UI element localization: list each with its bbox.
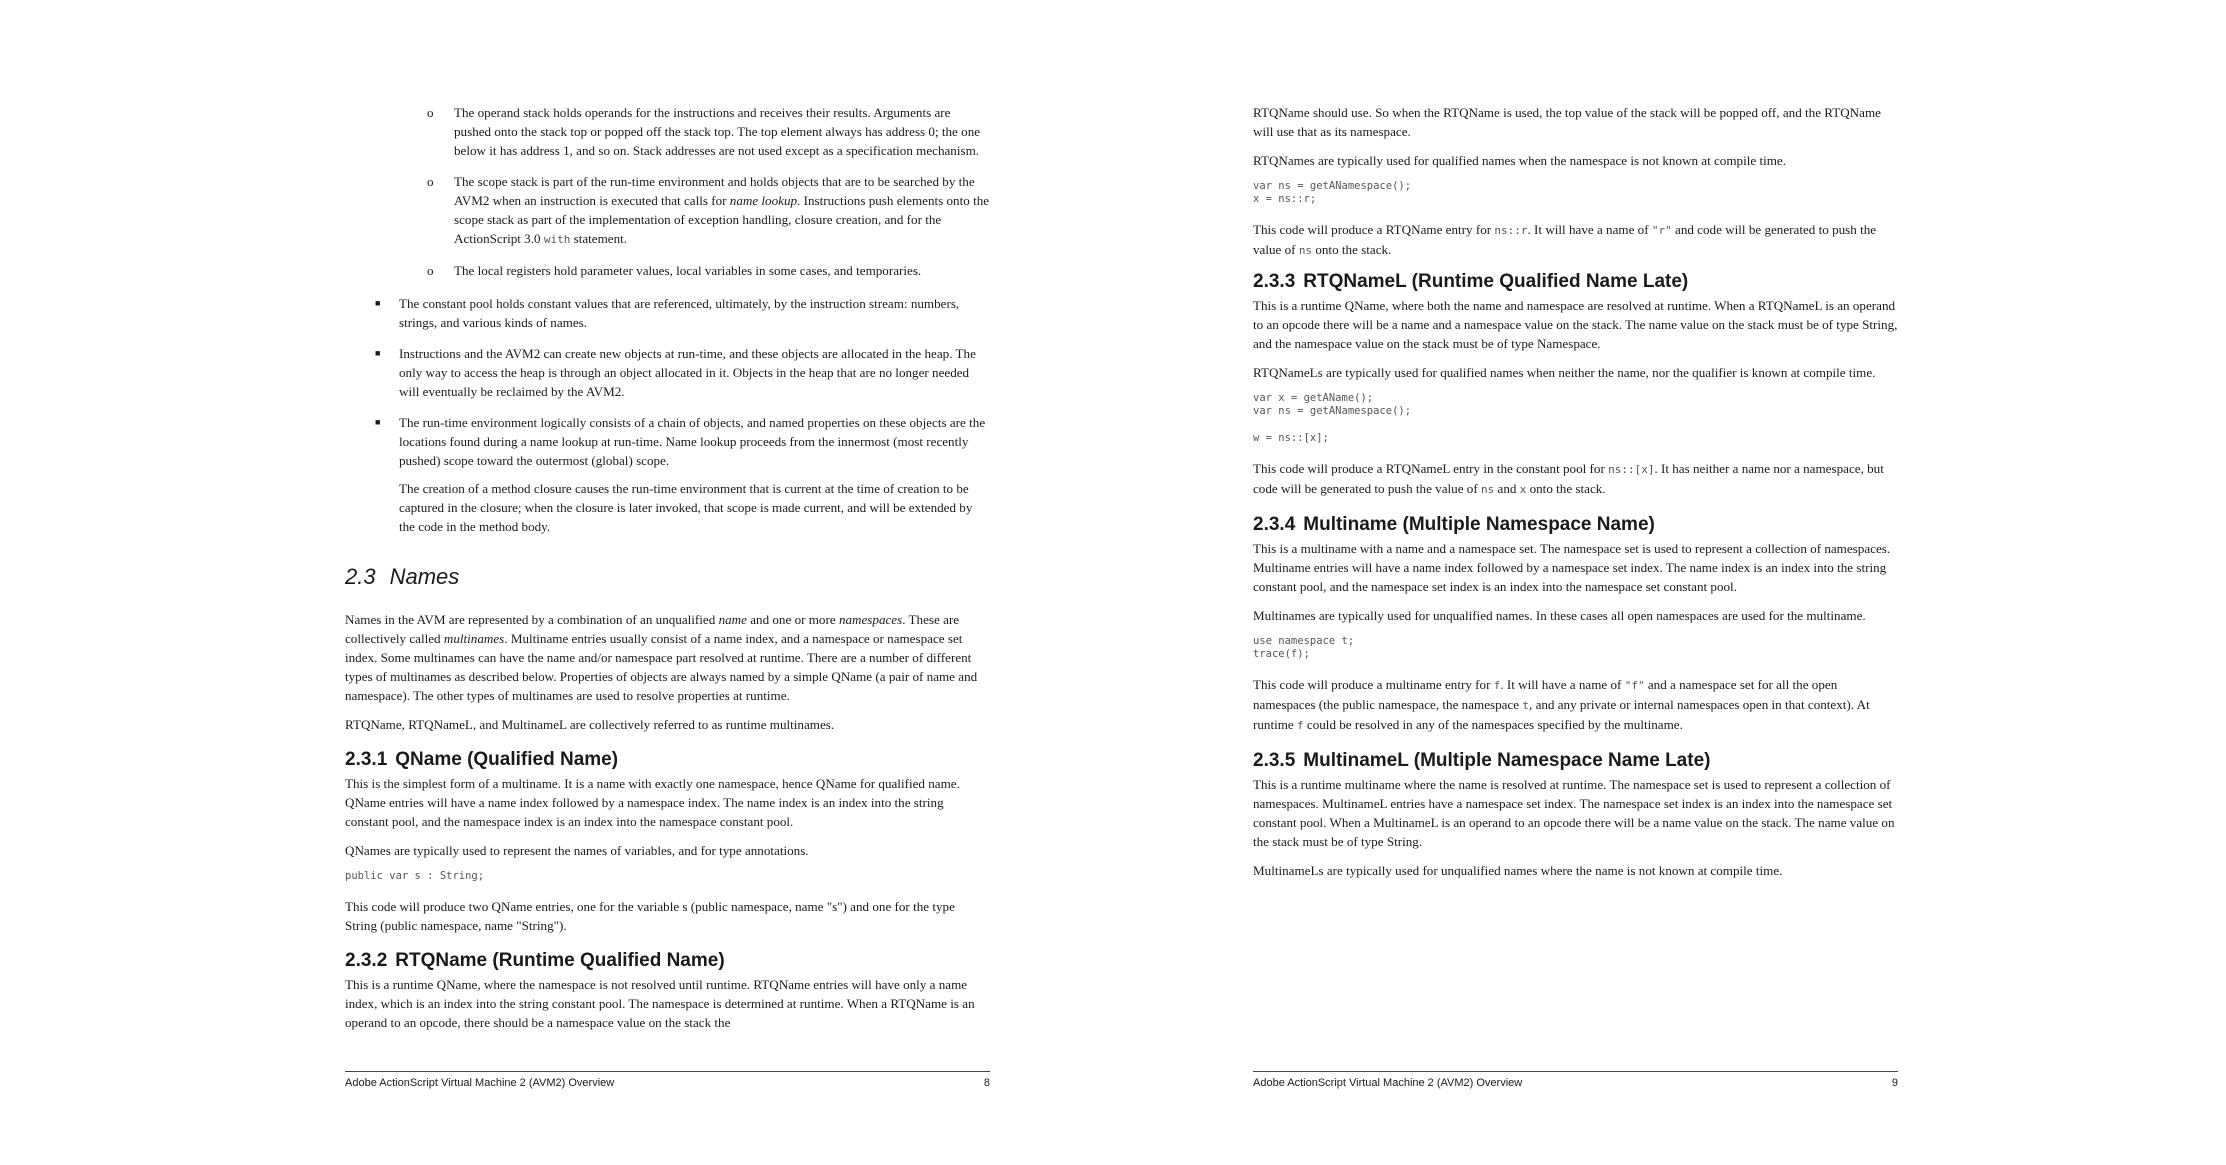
page-number: 9 [1891,1077,1898,1089]
page-footer: Adobe ActionScript Virtual Machine 2 (AVM2) Overview 9 [1253,1077,1898,1089]
paragraph: This is a runtime QName, where the namespace is not resolved until runtime. RTQName entries will have only a name index, which is an index into the string constant pool. The namespace is determined at runtime. When a RTQName is an operand to an opcode, there should be a namespace value on the stack the [345,977,975,1030]
code-block: var ns = getANamespace(); x = ns::r; [1253,180,1412,205]
paragraph: MultinameLs are typically used for unqualified names where the name is not known at compile time. [1253,863,1783,878]
list-item: o The operand stack holds operands for the instructions and receives their results. Arguments are pushed onto the stack top or popped off the stack top. The top element always has address 0; the one below it has address 1, and so on. Stack addresses are not used except as a specification mechanism. [427,105,981,158]
section-heading: 2.3 Names [345,564,460,589]
circle-bullet-icon: o [427,263,434,278]
paragraph: This is a multiname with a name and a namespace set. The namespace set is used to represent a collection of namespaces. Multiname entries will have a name index followed by a namespace set index. The name index is an index into the string constant pool, and the namespace set index is an index into the namespace set constant pool. [1253,541,1891,594]
subsection-heading: 2.3.4 Multiname (Multiple Namespace Name) [1253,514,1655,535]
subsection-heading: 2.3.5 MultinameL (Multiple Namespace Name Late) [1253,750,1711,771]
code-block: use namespace t; trace(f); [1253,635,1355,660]
page-number: 8 [983,1077,990,1089]
right-page-body [1253,103,1898,890]
code-block: var x = getAName(); var ns = getANamespace(); [1253,392,1412,417]
right-page [1253,0,1898,1165]
left-page-body [345,103,990,1042]
left-page [345,0,990,1165]
footer-rule [345,1071,990,1072]
square-bullet-icon: ■ [375,348,381,358]
paragraph: RTQNameLs are typically used for qualified names when neither the name, nor the qualifier is known at compile time. [1253,365,1876,380]
paragraph: This is a runtime QName, where both the name and namespace are resolved at runtime. When a RTQNameL is an operand to an opcode there will be a name and a namespace value on the stack. The name value on the stack must be of type String, and the namespace value on the stack must be of type Namespace. [1253,298,1898,351]
circle-bullet-icon: o [427,174,434,189]
sub-bullet-list [345,103,990,280]
paragraph: This is a runtime multiname where the name is resolved at runtime. The namespace set is used to represent a collection of namespaces. MultinameL entries have a namespace set index. The namespace set index is an index into the namespace set constant pool. When a MultinameL is an operand to an opcode there will be a name value on the stack. The name value on the stack must be of type String. [1253,777,1895,849]
paragraph: This code will produce a multiname entry for f. It will have a name of "f" and a namespace set for all the open namespaces (the public namespace, the namespace t, and any private or internal namespaces open in that context). At runtime f could be resolved in any of the namespaces specified by the multiname. [1253,677,1870,732]
code-block: w = ns::[x]; [1253,432,1329,444]
subsection-heading: 2.3.2 RTQName (Runtime Qualified Name) [345,950,725,971]
page-footer: Adobe ActionScript Virtual Machine 2 (AVM2) Overview 8 [345,1077,990,1089]
paragraph: This code will produce a RTQName entry for ns::r. It will have a name of "r" and code will be generated to push the value of ns onto the stack. [1253,222,1877,257]
bullet-list [345,294,990,536]
list-item: o The local registers hold parameter values, local variables in some cases, and temporaries. [427,263,922,278]
subsection-heading: 2.3.3 RTQNameL (Runtime Qualified Name Late) [1253,271,1689,292]
paragraph: RTQName should use. So when the RTQName is used, the top value of the stack will be popped off, and the RTQName will use that as its namespace. [1253,105,1881,139]
paragraph: This code will produce two QName entries, one for the variable s (public namespace, name "s") and one for the type String (public namespace, name "String"). [345,899,955,933]
list-item: ■ The run-time environment logically consists of a chain of objects, and named properties on these objects are the locations found during a name lookup at run-time. Name lookup proceeds from the innermost (most recently pushed) scope toward the outermost (global) scope. The creation of a method closure causes the run-time environment that is current at the time of creation to be captured in the closure; when the closure is later invoked, that scope is made current, and will be extended by the code in the method body. [375,415,986,534]
square-bullet-icon: ■ [375,417,381,427]
list-item: o The scope stack is part of the run-time environment and holds objects that are to be searched by the AVM2 when an instruction is executed that calls for name lookup. Instructions push elements onto the scope stack as part of the implementation of exception handling, closure creation, and for the ActionScript 3.0 with statement. [427,174,990,246]
paragraph: Multinames are typically used for unqualified names. In these cases all open namespaces are used for the multiname. [1253,608,1866,623]
footer-rule [1253,1071,1898,1072]
list-item: ■ The constant pool holds constant values that are referenced, ultimately, by the instruction stream: numbers, strings, and various kinds of names. [375,296,960,330]
list-item: ■ Instructions and the AVM2 can create new objects at run-time, and these objects are allocated in the heap. The only way to access the heap is through an object allocated in it. Objects in the heap that are no longer needed will eventually be reclaimed by the AVM2. [375,346,976,399]
square-bullet-icon: ■ [375,298,381,308]
code-block: public var s : String; [345,870,485,882]
paragraph: RTQNames are typically used for qualified names when the namespace is not known at compile time. [1253,153,1786,168]
paragraph: Names in the AVM are represented by a combination of an unqualified name and one or more namespaces. These are collectively called multinames. Multiname entries usually consist of a name index, and a namespace or namespace set index. Some multinames can have the name and/or namespace part resolved at runtime. There are a number of different types of multinames as described below. Properties of objects are always named by a simple QName (a pair of name and namespace). The other types of multinames are used to resolve properties at runtime. [345,612,978,703]
paragraph: This is the simplest form of a multiname. It is a name with exactly one namespace, hence QName for qualified name. QName entries will have a name index followed by a namespace index. The name index is an index into the string constant pool, and the namespace index is an index into the namespace constant pool. [345,776,960,829]
paragraph: This code will produce a RTQNameL entry in the constant pool for ns::[x]. It has neither a name nor a namespace, but code will be generated to push the value of ns and x onto the stack. [1253,461,1884,496]
circle-bullet-icon: o [427,105,434,120]
paragraph: RTQName, RTQNameL, and MultinameL are collectively referred to as runtime multinames. [345,717,835,732]
subsection-heading: 2.3.1 QName (Qualified Name) [345,749,619,770]
paragraph: QNames are typically used to represent the names of variables, and for type annotations. [345,843,809,858]
